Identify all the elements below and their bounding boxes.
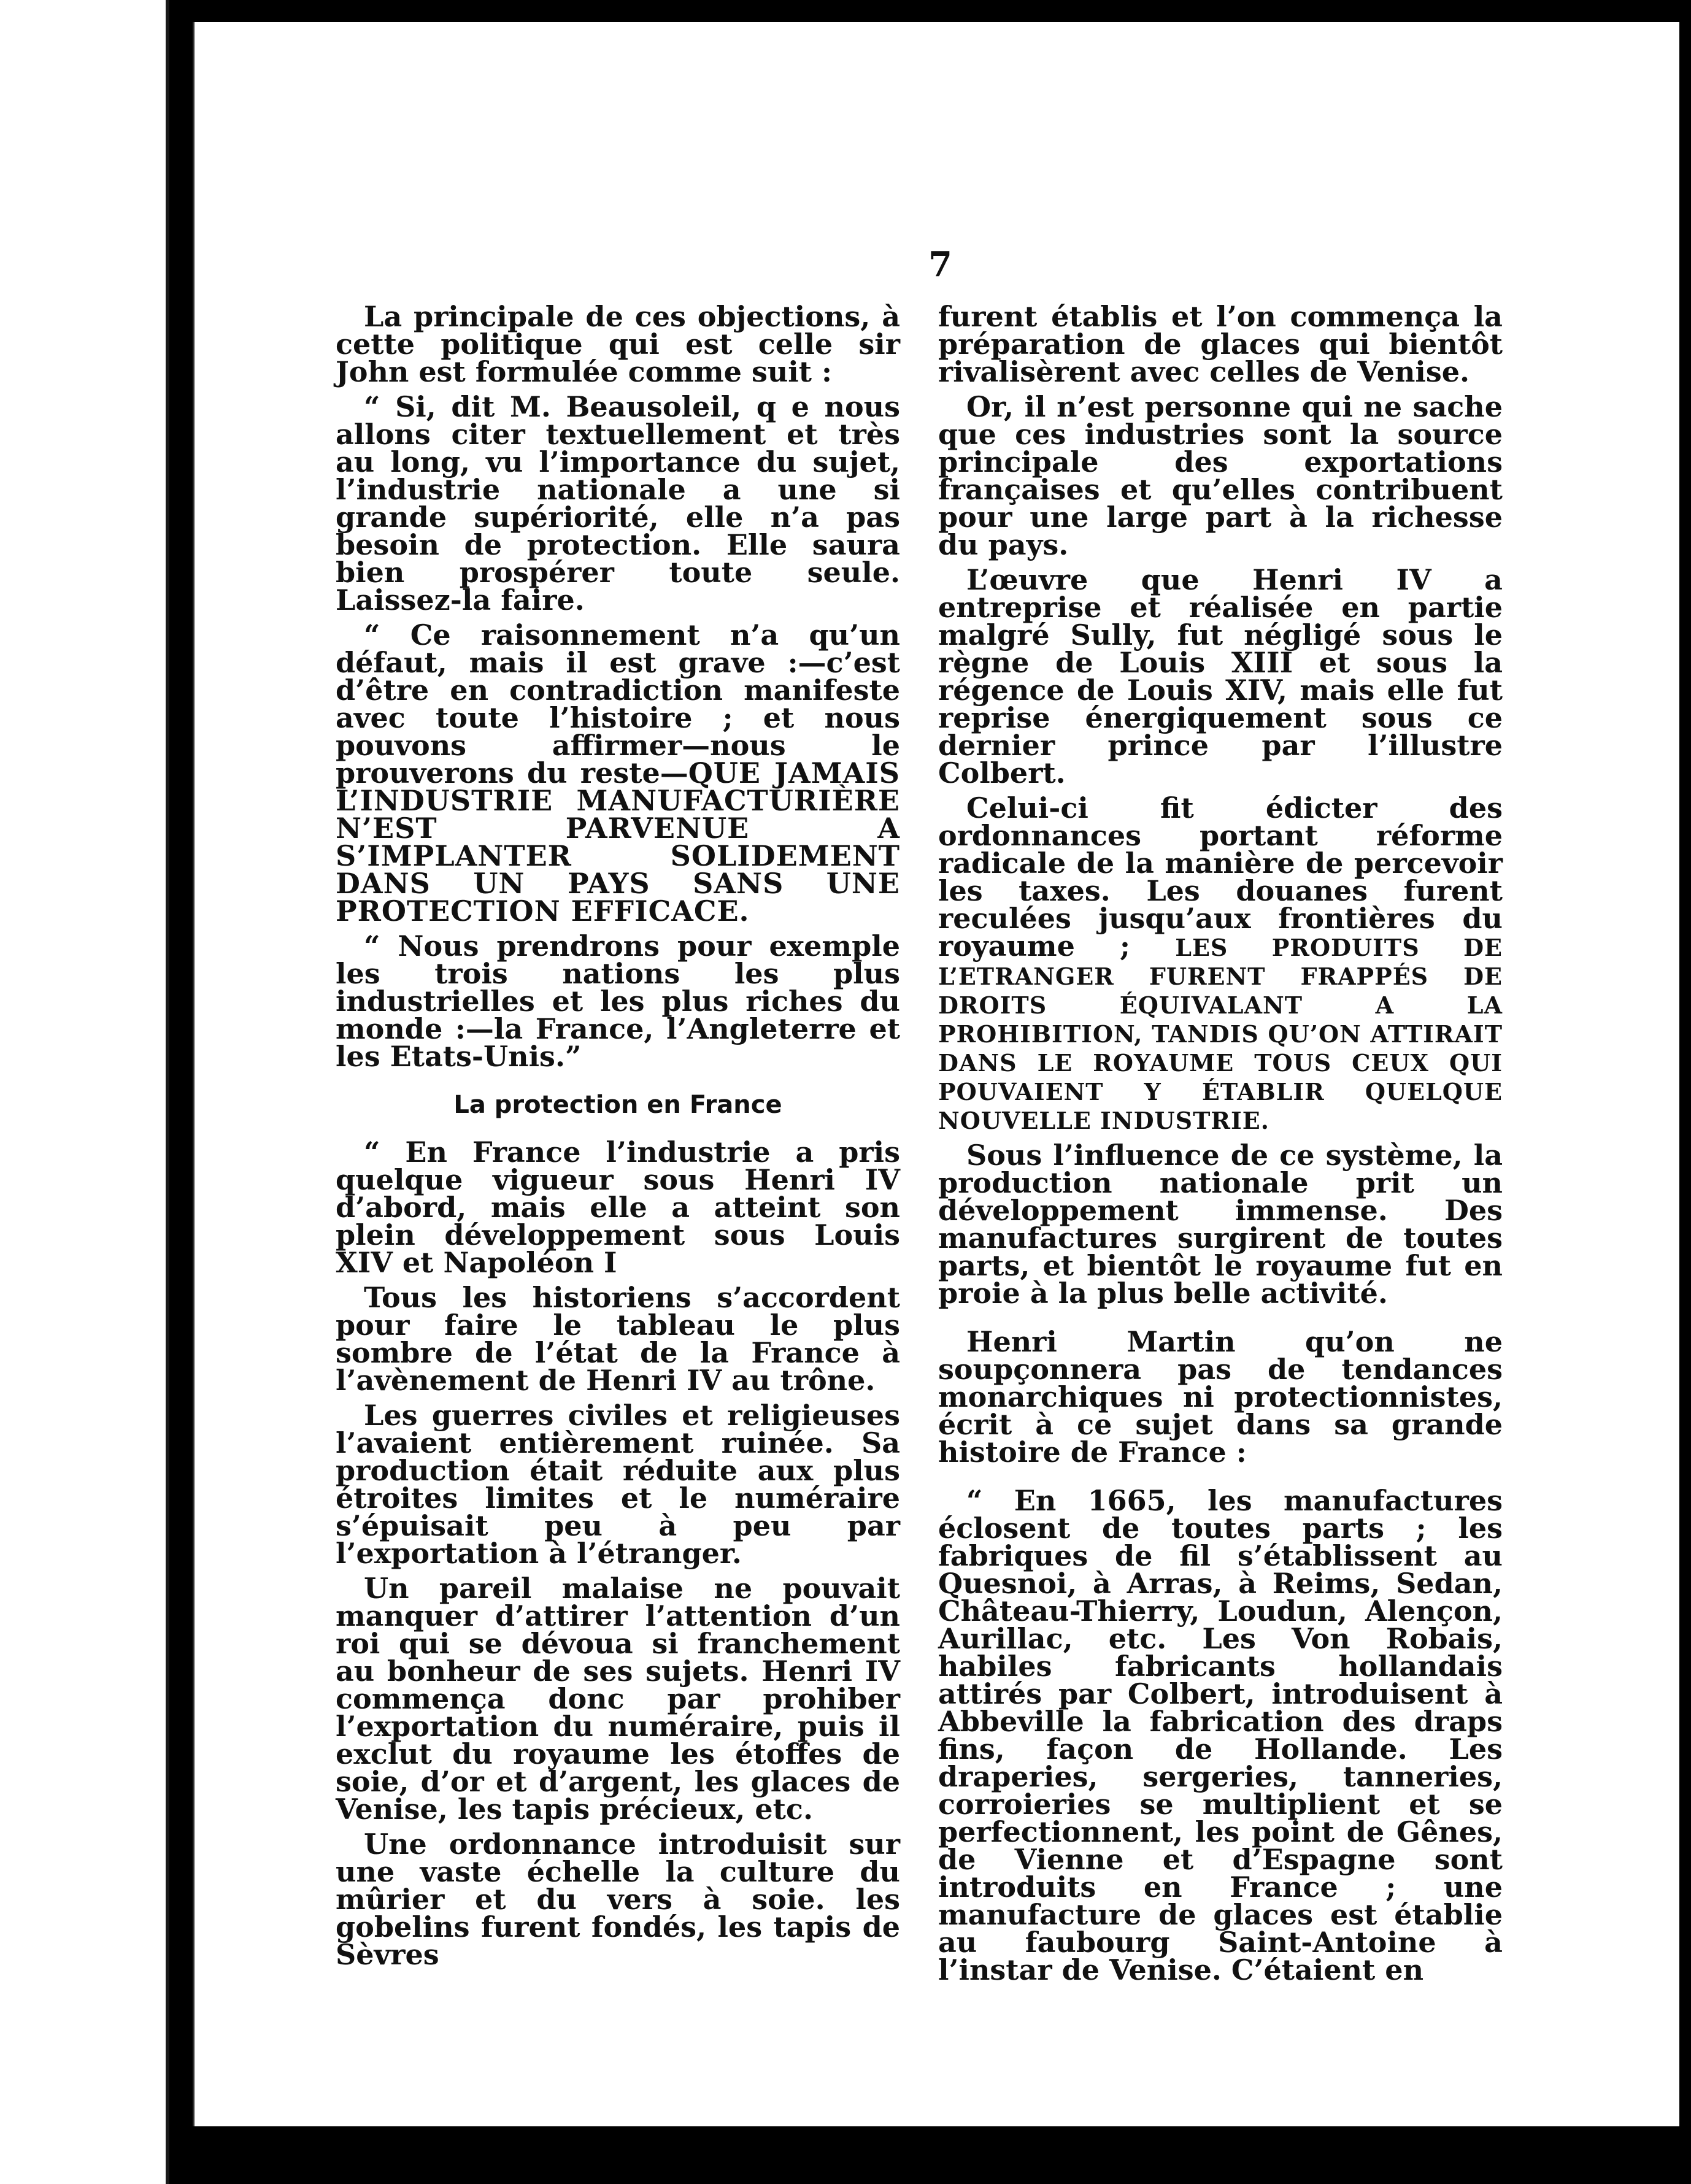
paragraph: “ En France l’industrie a pris quelque vigueur sous Henri IV d’abord, mais elle a atteint son plein développement sous Louis XIV et Napoléon I	[336, 1136, 900, 1279]
paragraph: Sous l’influence de ce système, la production nationale prit un développement immense. Des manufactures surgirent de toutes parts, et bientôt le royaume fut en proie à la plus belle activité.	[938, 1139, 1503, 1310]
book-page	[193, 22, 1679, 2126]
paragraph: “ Si, dit M. Beausoleil, q e nous allons citer textuellement et très au long, vu l’importance du sujet, l’industrie nationale a une si grande supériorité, elle n’a pas besoin de protection. Elle saura bien prospérer toute seule. Laissez-la faire.	[336, 390, 900, 617]
emphasis-smallcaps: LES PRODUITS DE L’ETRANGER FURENT FRAPPÉS DE DROITS ÉQUIVALANT A LA PROHIBITION, TANDIS QU’ON ATTIRAIT DANS LE ROYAUME TOUS CEUX QUI POUVAIENT Y ÉTABLIR QUELQUE NOUVELLE INDUSTRIE.	[938, 934, 1503, 1134]
paragraph-text: “ Ce raisonnement n’a qu’un défaut, mais il est grave :—c’est d’être en contradiction manifeste avec toute l’histoire ; et nous pouvons affirmer—nous le prouverons du reste—	[336, 618, 900, 790]
paragraph: Henri Martin qu’on ne soupçonnera pas de tendances monarchiques ni protectionnistes, écrit à ce sujet dans sa grande histoire de France :	[938, 1325, 1503, 1469]
emphasis-caps: QUE JAMAIS L’INDUSTRIE MANUFACTURIÈRE N’EST PARVENUE A S’IMPLANTER SOLIDEMENT DANS UN PAYS SANS UNE PROTECTION EFFICACE.	[336, 756, 900, 928]
paragraph: Un pareil malaise ne pouvait manquer d’attirer l’attention d’un roi qui se dévoua si franchement au bonheur de ses sujets. Henri IV commença donc par prohiber l’exportation du numéraire, puis il exclut du royaume les étoffes de soie, d’or et d’argent, les glaces de Venise, les tapis précieux, etc.	[336, 1572, 900, 1826]
paragraph: Or, il n’est personne qui ne sache que ces industries sont la source principale des exportations françaises et qu’elles contribuent pour une large part à la richesse du pays.	[938, 390, 1503, 561]
quote-paragraph: “ En 1665, les manufactures éclosent de toutes parts ; les fabriques de fil s’établissent au Quesnoi, à Arras, à Reims, Sedan, Château-Thierry, Loudun, Alençon, Aurillac, etc. Les Von Robais, habiles fabricants hollandais attirés par Colbert, introduisent à Abbeville la fabrication des draps fins, façon de Hollande. Les draperies, sergeries, tanneries, corroieries se multiplient et se perfectionnent, les point de Gênes, de Vienne et d’Espagne sont introduits en France ; une manufacture de glaces est établie au faubourg Saint-Antoine à l’instar de Venise. C’étaient en	[938, 1484, 1503, 1986]
paragraph	[938, 791, 1503, 1134]
paragraph: Les guerres civiles et religieuses l’avaient entièrement ruinée. Sa production était réduite aux plus étroites limites et le numéraire s’épuisait peu à peu par l’exportation à l’étranger.	[336, 1399, 900, 1570]
paragraph: Une ordonnance introduisit sur une vaste échelle la culture du mûrier et du vers à soie. les gobelins furent fondés, les tapis de Sèvres	[336, 1828, 900, 1971]
paragraph-text: Celui-ci fit édicter des ordonnances portant réforme radicale de la manière de percevoir les taxes. Les douanes furent reculées jusqu’aux frontières du royaume ;	[938, 791, 1503, 963]
paragraph: “ Nous prendrons pour exemple les trois nations les plus industrielles et les plus riches du monde :—la France, l’Angleterre et les Etats-Unis.”	[336, 929, 900, 1073]
paragraph: L’œuvre que Henri IV a entreprise et réalisée en partie malgré Sully, fut négligé sous le règne de Louis XIII et sous la régence de Louis XIV, mais elle fut reprise énergiquement sous ce dernier prince par l’illustre Colbert.	[938, 563, 1503, 790]
paragraph: La principale de ces objections, à cette politique qui est celle sir John est formulée comme suit :	[336, 300, 900, 388]
right-column	[938, 300, 1503, 1991]
left-column	[336, 300, 900, 1976]
section-heading: La protection en France	[453, 1091, 782, 1119]
paragraph-continued: furent établis et l’on commença la préparation de glaces qui bientôt rivalisèrent avec celles de Venise.	[938, 300, 1503, 388]
paragraph: Tous les historiens s’accordent pour faire le tableau le plus sombre de l’état de la France à l’avènement de Henri IV au trône.	[336, 1281, 900, 1397]
paragraph	[336, 618, 900, 928]
previous-page-edge	[0, 0, 169, 2184]
page-number: 7	[928, 244, 952, 285]
